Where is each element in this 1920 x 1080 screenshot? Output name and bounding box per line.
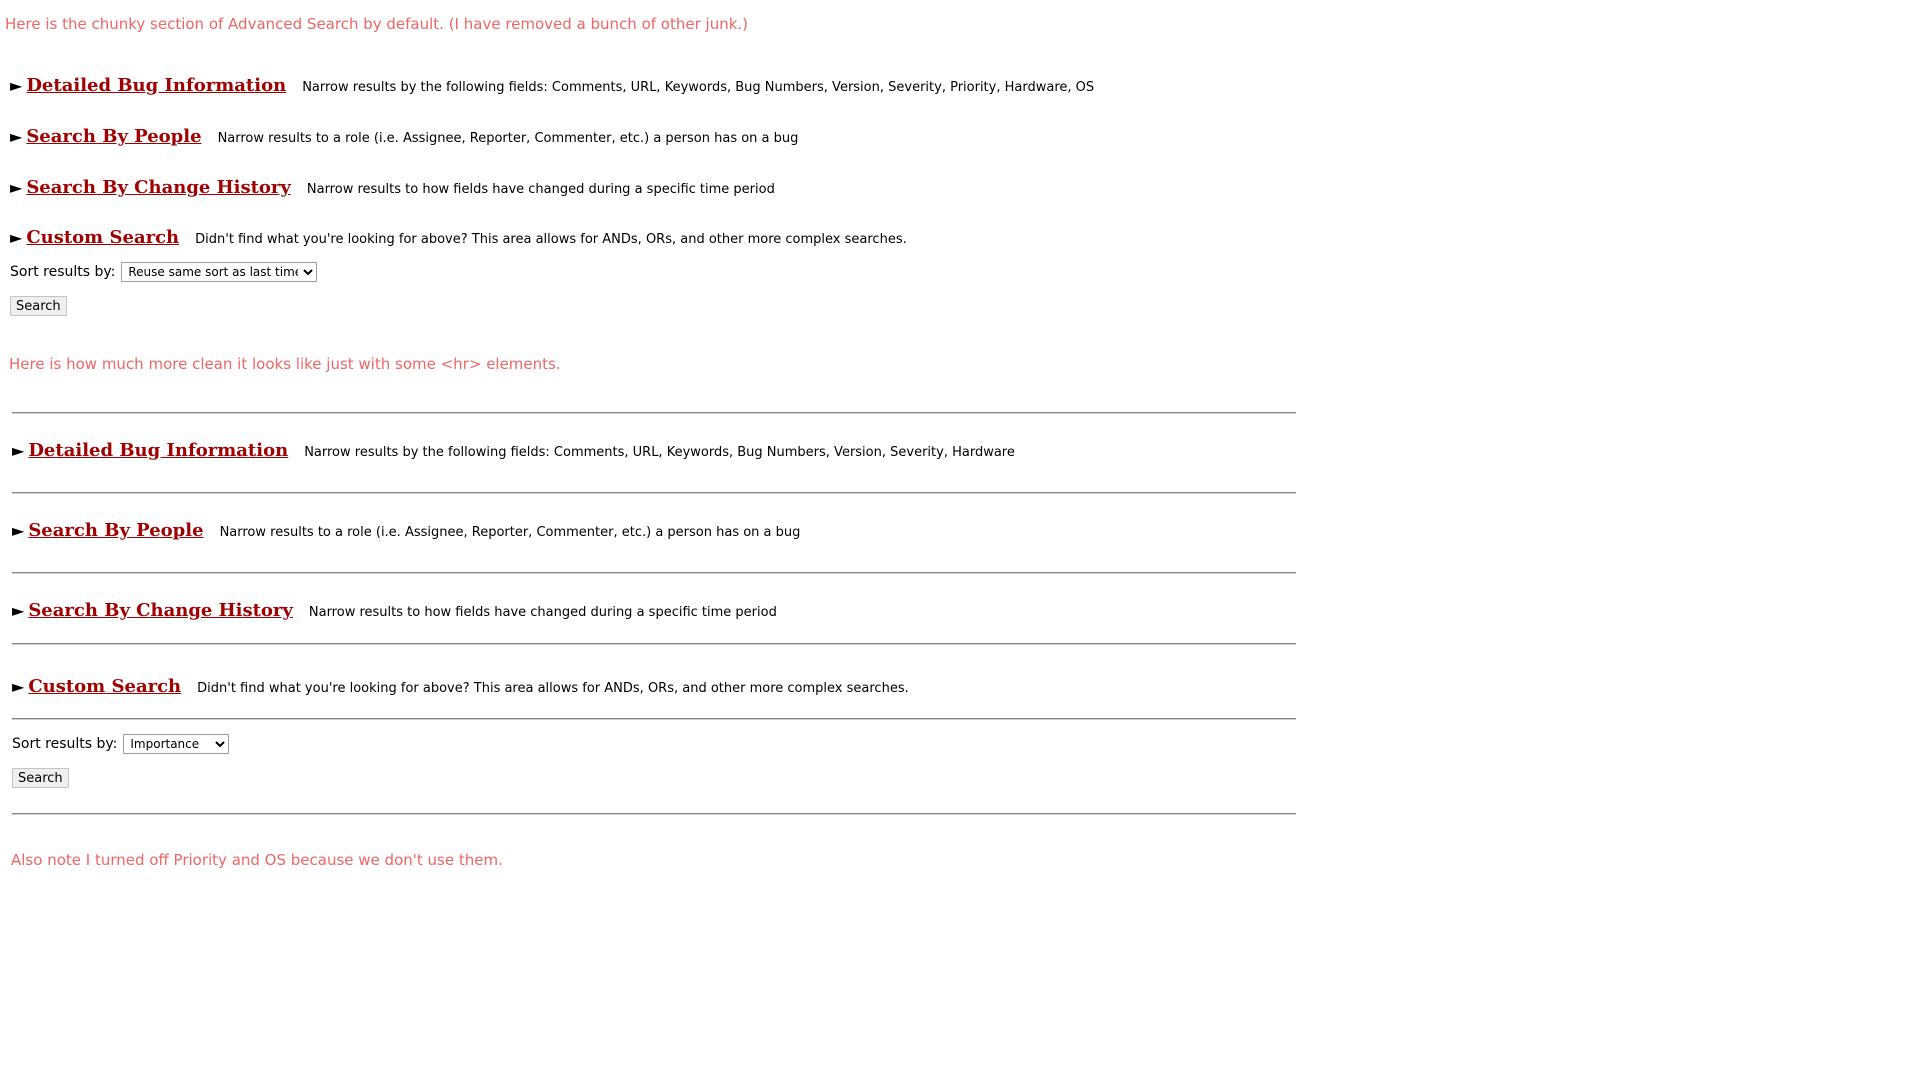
intro-note: Here is the chunky section of Advanced Search by default. (I have removed a bunch of other junk.) bbox=[5, 15, 749, 33]
search-button[interactable]: Search bbox=[12, 768, 69, 788]
sort-label: Sort results by: bbox=[10, 264, 116, 280]
section-description: Didn't find what you're looking for above? This area allows for ANDs, ORs, and other more complex searches. bbox=[197, 681, 909, 696]
expand-arrow-icon[interactable]: ► bbox=[10, 127, 23, 146]
custom-search-link[interactable]: Custom Search bbox=[26, 227, 180, 248]
expand-arrow-icon[interactable]: ► bbox=[12, 601, 25, 620]
original-section-search-by-people bbox=[10, 126, 798, 147]
detailed-bug-information-link[interactable]: Detailed Bug Information bbox=[28, 440, 289, 461]
section-description: Didn't find what you're looking for above? This area allows for ANDs, ORs, and other more complex searches. bbox=[195, 232, 907, 247]
sort-select[interactable] bbox=[121, 262, 317, 282]
search-by-change-history-link[interactable]: Search By Change History bbox=[28, 600, 293, 621]
section-description: Narrow results by the following fields: Comments, URL, Keywords, Bug Numbers, Version, Severity, Hardware bbox=[304, 445, 1015, 460]
divider bbox=[12, 412, 1296, 414]
original-section-custom-search bbox=[10, 227, 907, 248]
divider bbox=[12, 492, 1296, 494]
search-by-change-history-link[interactable]: Search By Change History bbox=[26, 177, 291, 198]
sort-select[interactable] bbox=[123, 734, 229, 754]
revised-section-change-history bbox=[12, 600, 777, 621]
original-section-change-history bbox=[10, 177, 775, 198]
revised-section-search-by-people bbox=[12, 520, 800, 541]
expand-arrow-icon[interactable]: ► bbox=[10, 76, 23, 95]
expand-arrow-icon[interactable]: ► bbox=[10, 228, 23, 247]
detailed-bug-information-link[interactable]: Detailed Bug Information bbox=[26, 75, 287, 96]
middle-note: Here is how much more clean it looks like just with some <hr> elements. bbox=[9, 355, 561, 373]
search-by-people-link[interactable]: Search By People bbox=[26, 126, 202, 147]
revised-sort-row bbox=[12, 734, 229, 754]
search-button[interactable]: Search bbox=[10, 296, 67, 316]
sort-label: Sort results by: bbox=[12, 736, 118, 752]
revised-section-detailed-bug-info bbox=[12, 440, 1015, 461]
section-description: Narrow results to how fields have changed during a specific time period bbox=[308, 605, 777, 620]
custom-search-link[interactable]: Custom Search bbox=[28, 676, 182, 697]
expand-arrow-icon[interactable]: ► bbox=[10, 178, 23, 197]
section-description: Narrow results to a role (i.e. Assignee, Reporter, Commenter, etc.) a person has on a bug bbox=[217, 131, 799, 146]
divider bbox=[12, 813, 1296, 815]
expand-arrow-icon[interactable]: ► bbox=[12, 677, 25, 696]
divider bbox=[12, 718, 1296, 720]
closing-note: Also note I turned off Priority and OS because we don't use them. bbox=[11, 851, 503, 869]
divider bbox=[12, 643, 1296, 645]
expand-arrow-icon[interactable]: ► bbox=[12, 441, 25, 460]
original-sort-row bbox=[10, 262, 317, 282]
expand-arrow-icon[interactable]: ► bbox=[12, 521, 25, 540]
revised-section-custom-search bbox=[12, 676, 909, 697]
divider bbox=[12, 572, 1296, 574]
section-description: Narrow results by the following fields: Comments, URL, Keywords, Bug Numbers, Version, Severity, Priority, Hardware, OS bbox=[302, 80, 1095, 95]
original-section-detailed-bug-info bbox=[10, 75, 1094, 96]
search-by-people-link[interactable]: Search By People bbox=[28, 520, 204, 541]
section-description: Narrow results to a role (i.e. Assignee, Reporter, Commenter, etc.) a person has on a bug bbox=[219, 525, 801, 540]
section-description: Narrow results to how fields have changed during a specific time period bbox=[306, 182, 775, 197]
